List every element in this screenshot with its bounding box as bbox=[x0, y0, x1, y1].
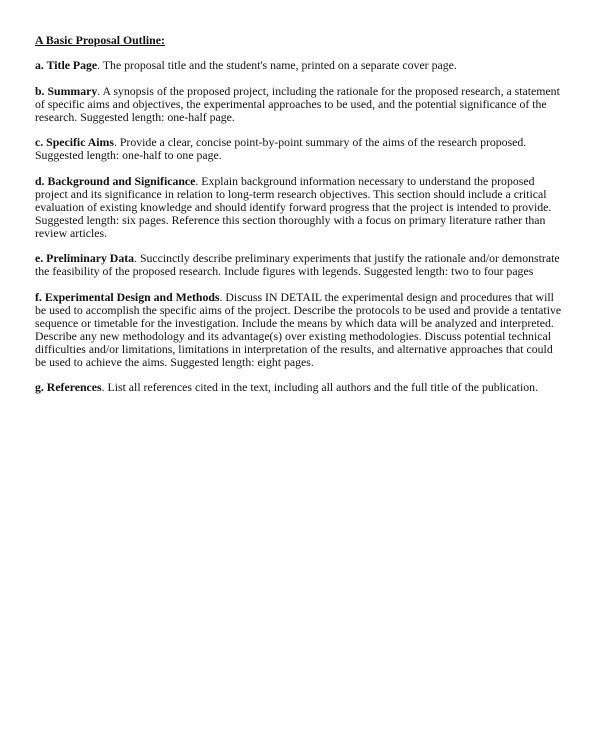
section-text: . Explain background information necessary to understand the proposed bbox=[195, 173, 535, 188]
section-c bbox=[35, 136, 575, 162]
section-text: review articles. bbox=[35, 225, 108, 240]
section-line bbox=[35, 227, 575, 240]
section-d bbox=[35, 175, 575, 240]
section-b bbox=[35, 85, 575, 124]
section-heading: f. Experimental Design and Methods bbox=[35, 289, 220, 304]
section-heading: b. Summary bbox=[35, 83, 98, 98]
section-heading: c. Specific Aims bbox=[35, 135, 114, 149]
sections bbox=[35, 59, 575, 394]
section-text: research. Suggested length: one-half page. bbox=[35, 109, 235, 124]
section-e bbox=[35, 252, 575, 278]
section-text: Suggested length: six pages. Reference this section thoroughly with a focus on primary literature rather than bbox=[35, 212, 546, 227]
section-line bbox=[35, 149, 575, 162]
section-g bbox=[35, 381, 575, 394]
section-line bbox=[35, 59, 575, 72]
section-a bbox=[35, 59, 575, 72]
section-line bbox=[35, 381, 575, 394]
section-line bbox=[35, 265, 575, 278]
section-text: . The proposal title and the student's name, printed on a separate cover page. bbox=[97, 58, 457, 72]
section-text: be used to accomplish the specific aims of the project. Describe the protocols to be used and provide a tentative bbox=[35, 302, 562, 317]
section-text: the feasibility of the proposed research. Include figures with legends. Suggested length: two to four pages bbox=[35, 264, 534, 278]
section-text: . Discuss IN DETAIL the experimental design and procedures that will bbox=[219, 289, 554, 304]
section-heading: a. Title Page bbox=[35, 58, 98, 72]
section-line bbox=[35, 356, 575, 369]
section-text: . A synopsis of the proposed project, including the rationale for the proposed research, a statement bbox=[97, 83, 560, 98]
section-heading: d. Background and Significance bbox=[35, 173, 196, 188]
document-page bbox=[35, 34, 575, 407]
section-text: be used to achieve the aims. Suggested length: eight pages. bbox=[35, 354, 314, 369]
section-line bbox=[35, 111, 575, 124]
section-text: Describe any new methodology and its advantage(s) over existing methodologies. Discuss potential technical bbox=[35, 328, 551, 343]
section-heading: e. Preliminary Data bbox=[35, 251, 135, 265]
section-f bbox=[35, 291, 575, 369]
section-text: of specific aims and objectives, the experimental approaches to be used, and the potential significance of the bbox=[35, 96, 547, 111]
section-text: . Provide a clear, concise point-by-point summary of the aims of the research proposed. bbox=[113, 135, 527, 149]
section-text: . Succinctly describe preliminary experiments that justify the rationale and/or demonstrate bbox=[134, 251, 560, 265]
section-line bbox=[35, 214, 575, 227]
section-text: evaluation of existing knowledge and should identify forward progress that the project is intended to provide. bbox=[35, 199, 552, 214]
section-text: Suggested length: one-half to one page. bbox=[35, 148, 222, 162]
section-text: sequence or timetable for the investigation. Include the means by which data will be analyzed and interpreted. bbox=[35, 315, 554, 330]
section-text: project and its significance in relation to long-term research objectives. This section should include a critical bbox=[35, 186, 547, 201]
section-heading: g. References bbox=[35, 380, 102, 394]
section-text: . List all references cited in the text, including all authors and the full title of the publication. bbox=[101, 380, 538, 394]
page-title: A Basic Proposal Outline: bbox=[35, 33, 165, 47]
section-text: difficulties and/or limitations, limitations in interpretation of the results, and alternative approaches that could bbox=[35, 341, 553, 356]
